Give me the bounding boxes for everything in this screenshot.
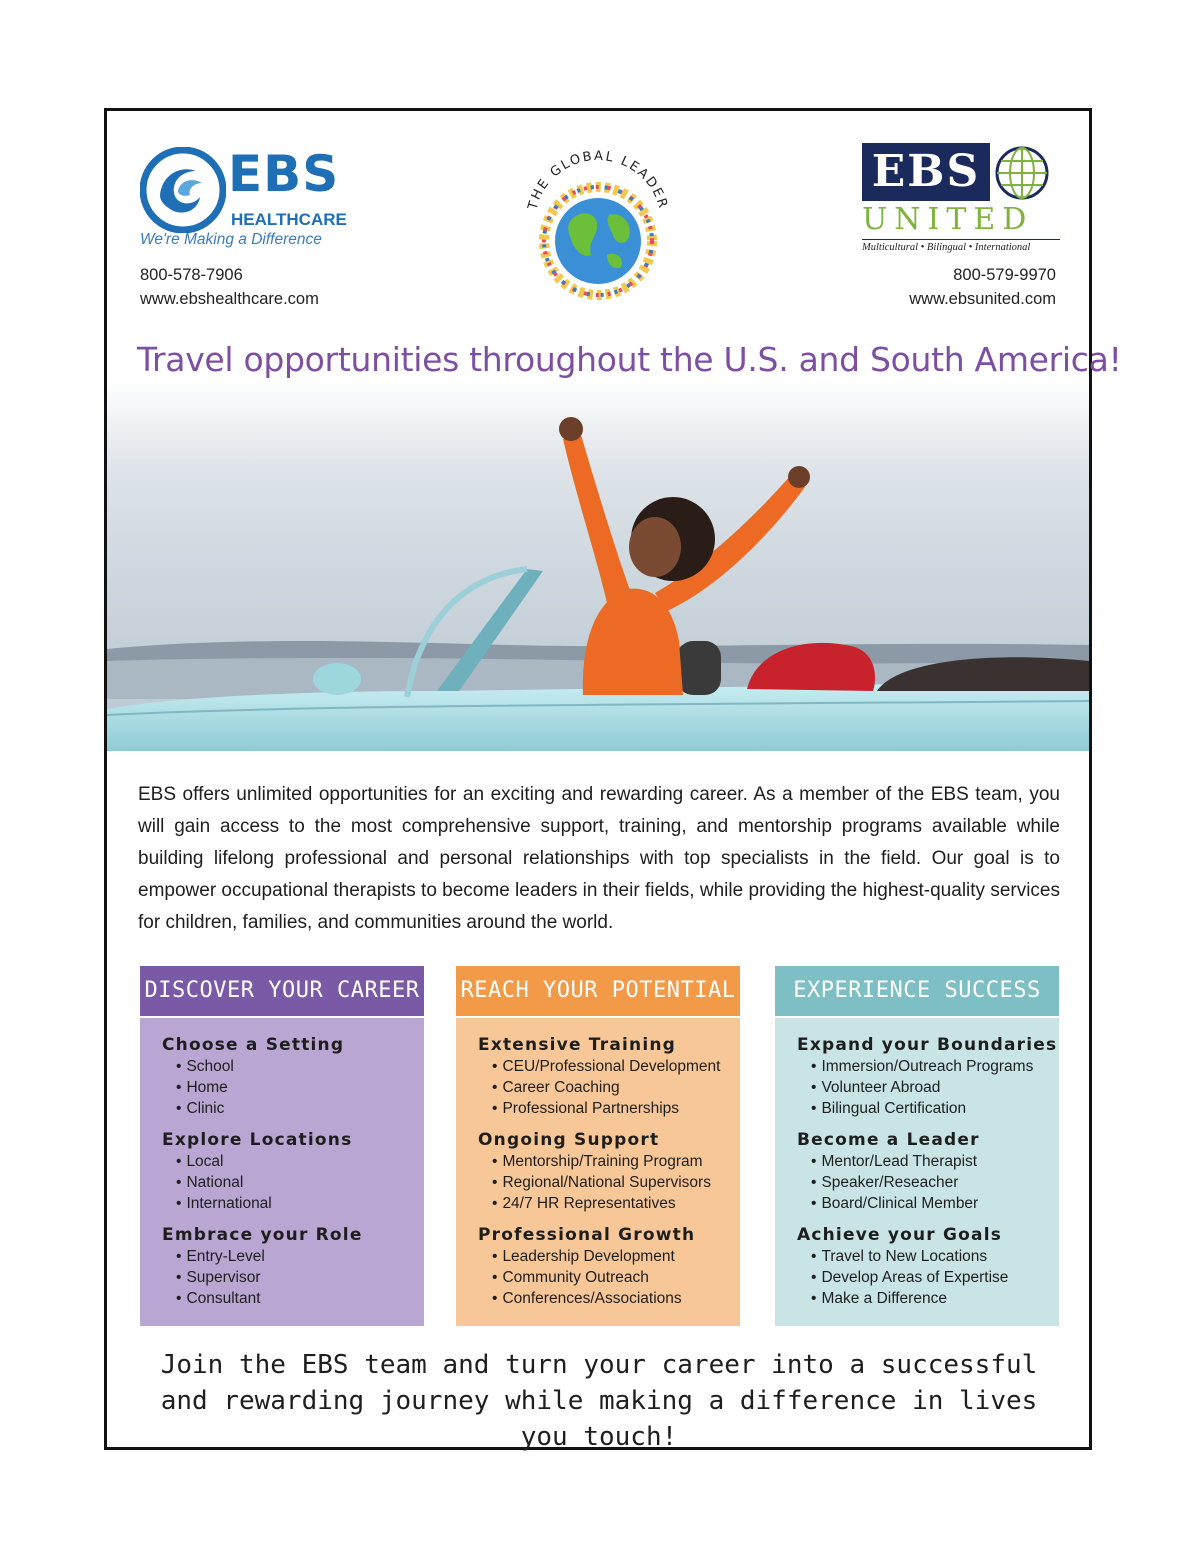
left-website: www.ebshealthcare.com [140,290,319,308]
intro-paragraph: EBS offers unlimited opportunities for an exciting and rewarding career. As a member of the EBS team, you will gain access to the most comprehensive support, training, and mentorship programs available while building lifelong professional and personal relationships with top specialists in the field. Our goal is to empower occupational therapists to become leaders in their fields, while providing the highest-quality services for children, families, and communities around the world. [138,784,1060,933]
section-heading: Ongoing Support [478,1130,660,1150]
section-heading: Choose a Setting [162,1035,345,1055]
section-heading: Professional Growth [478,1225,696,1245]
list-item: • Entry-Level [176,1246,363,1267]
discover-career-column [140,966,424,1326]
column-header: EXPERIENCE SUCCESS [775,966,1059,1016]
list-item: • Career Coaching [492,1077,720,1098]
list-item: • Professional Partnerships [492,1098,720,1119]
closing-statement: Join the EBS team and turn your career into a successful and rewarding journey while making a difference in lives you touch! [160,1350,1038,1452]
globe-icon [517,139,679,301]
list-item: • Local [176,1151,363,1172]
left-contact [140,263,319,311]
right-tagline: Multicultural • Bilingual • International [862,239,1060,254]
list-item: • Home [176,1077,363,1098]
list-item: • School [176,1056,363,1077]
section-heading: Become a Leader [797,1130,980,1150]
globe-grid-icon [992,145,1056,201]
healthcare-text: HEALTHCARE [231,210,347,229]
list-item: • National [176,1172,363,1193]
column-body [140,1018,424,1326]
ebs-healthcare-logo [140,145,355,255]
wave-logo-icon [140,147,226,233]
list-item: • Conferences/Associations [492,1288,720,1309]
list-item: • Bilingual Certification [811,1098,1057,1119]
section-heading: Achieve your Goals [797,1225,1003,1245]
column-body [456,1018,740,1326]
list-item: • Supervisor [176,1267,363,1288]
list-item: • Regional/National Supervisors [492,1172,720,1193]
section [162,1129,363,1214]
list-item: • Community Outreach [492,1267,720,1288]
left-tagline: We're Making a Difference [140,231,322,248]
right-website: www.ebsunited.com [909,290,1056,308]
hero-photo [107,379,1089,751]
list-item: • Consultant [176,1288,363,1309]
list-item: • Speaker/Reseacher [811,1172,1057,1193]
column-header: REACH YOUR POTENTIAL [456,966,740,1016]
section [478,1129,720,1214]
flyer-frame [104,108,1122,1452]
ebs-brand-text: EBS [228,145,340,203]
column-body [775,1018,1059,1326]
list-item: • Mentor/Lead Therapist [811,1151,1057,1172]
list-item: • Make a Difference [811,1288,1057,1309]
list-item: • Leadership Development [492,1246,720,1267]
right-phone: 800-579-9970 [953,266,1056,284]
global-leader-logo [517,139,679,301]
united-text: UNITED [862,202,1034,237]
list-item: • Develop Areas of Expertise [811,1267,1057,1288]
list-item: • Board/Clinical Member [811,1193,1057,1214]
woman-in-convertible-image [107,379,1089,751]
ebs-united-brand: EBS [862,143,990,201]
list-item: • Volunteer Abroad [811,1077,1057,1098]
list-item: • Travel to New Locations [811,1246,1057,1267]
section [797,1034,1057,1119]
section [162,1034,363,1119]
section-heading: Extensive Training [478,1035,677,1055]
section-heading: Explore Locations [162,1130,353,1150]
section [162,1224,363,1309]
section [478,1224,720,1309]
reach-potential-column [456,966,740,1326]
ebs-united-logo [862,143,1062,253]
globe-arc-text: THE GLOBAL LEADER [525,148,671,212]
section [797,1129,1057,1214]
experience-success-column [775,966,1059,1326]
list-item: • CEU/Professional Development [492,1056,720,1077]
section-heading: Expand your Boundaries [797,1035,1058,1055]
list-item: • 24/7 HR Representatives [492,1193,720,1214]
list-item: • International [176,1193,363,1214]
section [797,1224,1057,1309]
list-item: • Immersion/Outreach Programs [811,1056,1057,1077]
list-item: • Clinic [176,1098,363,1119]
left-phone: 800-578-7906 [140,266,243,284]
headline: Travel opportunities throughout the U.S. and South America! [137,340,1122,379]
right-contact [909,263,1056,311]
section [478,1034,720,1119]
column-header: DISCOVER YOUR CAREER [140,966,424,1016]
section-heading: Embrace your Role [162,1225,363,1245]
list-item: • Mentorship/Training Program [492,1151,720,1172]
